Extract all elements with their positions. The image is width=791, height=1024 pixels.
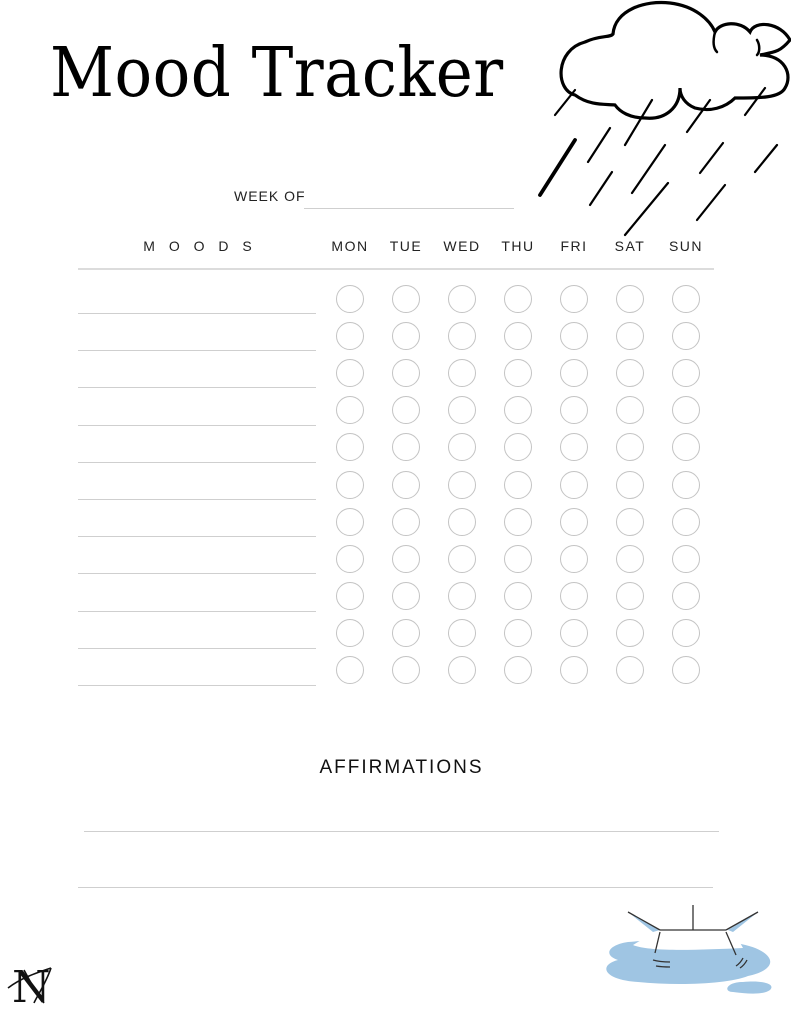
mood-checkbox-sat-row-6[interactable] bbox=[616, 471, 644, 499]
rain-cloud-icon bbox=[535, 0, 791, 240]
mood-checkbox-tue-row-10[interactable] bbox=[392, 619, 420, 647]
mood-checkbox-mon-row-10[interactable] bbox=[336, 619, 364, 647]
day-header-mon: MON bbox=[331, 238, 369, 254]
mood-checkbox-wed-row-1[interactable] bbox=[448, 285, 476, 313]
mood-checkbox-sat-row-10[interactable] bbox=[616, 619, 644, 647]
mood-checkbox-sat-row-4[interactable] bbox=[616, 396, 644, 424]
mood-checkbox-tue-row-6[interactable] bbox=[392, 471, 420, 499]
mood-checkbox-sat-row-11[interactable] bbox=[616, 656, 644, 684]
mood-checkbox-sun-row-7[interactable] bbox=[672, 508, 700, 536]
mood-checkbox-sat-row-9[interactable] bbox=[616, 582, 644, 610]
affirmation-line-1[interactable] bbox=[84, 831, 719, 832]
day-header-thu: THU bbox=[501, 238, 535, 254]
mood-checkbox-tue-row-4[interactable] bbox=[392, 396, 420, 424]
mood-entry-line-3[interactable] bbox=[78, 387, 316, 388]
mood-checkbox-mon-row-4[interactable] bbox=[336, 396, 364, 424]
mood-checkbox-sun-row-5[interactable] bbox=[672, 433, 700, 461]
mood-checkbox-tue-row-5[interactable] bbox=[392, 433, 420, 461]
mood-entry-line-7[interactable] bbox=[78, 536, 316, 537]
mood-checkbox-sun-row-11[interactable] bbox=[672, 656, 700, 684]
mood-checkbox-mon-row-2[interactable] bbox=[336, 322, 364, 350]
mood-checkbox-tue-row-2[interactable] bbox=[392, 322, 420, 350]
page-title: Mood Tracker bbox=[50, 34, 504, 113]
mood-checkbox-sun-row-10[interactable] bbox=[672, 619, 700, 647]
mood-entry-line-2[interactable] bbox=[78, 350, 316, 351]
mood-checkbox-tue-row-11[interactable] bbox=[392, 656, 420, 684]
monogram-logo-icon bbox=[6, 958, 66, 1008]
mood-checkbox-thu-row-8[interactable] bbox=[504, 545, 532, 573]
mood-checkbox-wed-row-11[interactable] bbox=[448, 656, 476, 684]
mood-entry-line-8[interactable] bbox=[78, 573, 316, 574]
mood-checkbox-wed-row-10[interactable] bbox=[448, 619, 476, 647]
mood-checkbox-mon-row-1[interactable] bbox=[336, 285, 364, 313]
affirmation-line-2[interactable] bbox=[78, 887, 713, 888]
week-of-label: WEEK OF bbox=[234, 188, 306, 204]
mood-checkbox-mon-row-3[interactable] bbox=[336, 359, 364, 387]
mood-checkbox-fri-row-8[interactable] bbox=[560, 545, 588, 573]
mood-checkbox-tue-row-1[interactable] bbox=[392, 285, 420, 313]
mood-checkbox-thu-row-6[interactable] bbox=[504, 471, 532, 499]
mood-checkbox-sat-row-8[interactable] bbox=[616, 545, 644, 573]
day-header-sat: SAT bbox=[614, 238, 646, 254]
affirmations-title: AFFIRMATIONS bbox=[319, 757, 484, 778]
mood-checkbox-thu-row-7[interactable] bbox=[504, 508, 532, 536]
mood-checkbox-thu-row-2[interactable] bbox=[504, 322, 532, 350]
mood-entry-line-10[interactable] bbox=[78, 648, 316, 649]
mood-checkbox-fri-row-3[interactable] bbox=[560, 359, 588, 387]
mood-checkbox-thu-row-5[interactable] bbox=[504, 433, 532, 461]
mood-checkbox-sat-row-3[interactable] bbox=[616, 359, 644, 387]
mood-checkbox-mon-row-5[interactable] bbox=[336, 433, 364, 461]
mood-checkbox-sun-row-6[interactable] bbox=[672, 471, 700, 499]
mood-checkbox-mon-row-7[interactable] bbox=[336, 508, 364, 536]
mood-entry-line-11[interactable] bbox=[78, 685, 316, 686]
week-of-input-line[interactable] bbox=[304, 208, 514, 209]
mood-checkbox-sun-row-4[interactable] bbox=[672, 396, 700, 424]
mood-checkbox-thu-row-3[interactable] bbox=[504, 359, 532, 387]
mood-checkbox-thu-row-4[interactable] bbox=[504, 396, 532, 424]
mood-checkbox-mon-row-8[interactable] bbox=[336, 545, 364, 573]
mood-checkbox-wed-row-2[interactable] bbox=[448, 322, 476, 350]
mood-checkbox-sun-row-8[interactable] bbox=[672, 545, 700, 573]
mood-checkbox-sun-row-3[interactable] bbox=[672, 359, 700, 387]
mood-checkbox-sat-row-7[interactable] bbox=[616, 508, 644, 536]
mood-entry-line-1[interactable] bbox=[78, 313, 316, 314]
mood-entry-line-6[interactable] bbox=[78, 499, 316, 500]
header-divider bbox=[78, 268, 714, 270]
mood-checkbox-wed-row-9[interactable] bbox=[448, 582, 476, 610]
mood-checkbox-wed-row-4[interactable] bbox=[448, 396, 476, 424]
mood-checkbox-wed-row-8[interactable] bbox=[448, 545, 476, 573]
mood-checkbox-thu-row-9[interactable] bbox=[504, 582, 532, 610]
day-header-fri: FRI bbox=[560, 238, 588, 254]
mood-checkbox-mon-row-11[interactable] bbox=[336, 656, 364, 684]
mood-checkbox-sat-row-2[interactable] bbox=[616, 322, 644, 350]
paper-boat-puddle-icon bbox=[598, 900, 788, 1000]
mood-checkbox-fri-row-5[interactable] bbox=[560, 433, 588, 461]
mood-checkbox-fri-row-9[interactable] bbox=[560, 582, 588, 610]
mood-checkbox-fri-row-4[interactable] bbox=[560, 396, 588, 424]
mood-checkbox-fri-row-11[interactable] bbox=[560, 656, 588, 684]
mood-checkbox-sun-row-1[interactable] bbox=[672, 285, 700, 313]
mood-checkbox-wed-row-7[interactable] bbox=[448, 508, 476, 536]
mood-checkbox-mon-row-9[interactable] bbox=[336, 582, 364, 610]
mood-checkbox-fri-row-6[interactable] bbox=[560, 471, 588, 499]
mood-entry-line-4[interactable] bbox=[78, 425, 316, 426]
day-header-wed: WED bbox=[443, 238, 481, 254]
mood-checkbox-sun-row-9[interactable] bbox=[672, 582, 700, 610]
day-header-sun: SUN bbox=[668, 238, 704, 254]
mood-checkbox-tue-row-9[interactable] bbox=[392, 582, 420, 610]
mood-checkbox-wed-row-3[interactable] bbox=[448, 359, 476, 387]
mood-checkbox-fri-row-2[interactable] bbox=[560, 322, 588, 350]
moods-column-header: M O O D S bbox=[143, 238, 257, 254]
mood-checkbox-thu-row-10[interactable] bbox=[504, 619, 532, 647]
mood-checkbox-mon-row-6[interactable] bbox=[336, 471, 364, 499]
mood-checkbox-thu-row-1[interactable] bbox=[504, 285, 532, 313]
mood-entry-line-9[interactable] bbox=[78, 611, 316, 612]
mood-checkbox-sun-row-2[interactable] bbox=[672, 322, 700, 350]
day-header-tue: TUE bbox=[389, 238, 423, 254]
mood-checkbox-tue-row-8[interactable] bbox=[392, 545, 420, 573]
mood-checkbox-fri-row-7[interactable] bbox=[560, 508, 588, 536]
mood-checkbox-wed-row-5[interactable] bbox=[448, 433, 476, 461]
mood-checkbox-tue-row-7[interactable] bbox=[392, 508, 420, 536]
mood-entry-line-5[interactable] bbox=[78, 462, 316, 463]
mood-checkbox-tue-row-3[interactable] bbox=[392, 359, 420, 387]
mood-checkbox-fri-row-10[interactable] bbox=[560, 619, 588, 647]
svg-text:N: N bbox=[12, 962, 51, 1008]
mood-checkbox-sat-row-1[interactable] bbox=[616, 285, 644, 313]
mood-checkbox-wed-row-6[interactable] bbox=[448, 471, 476, 499]
mood-checkbox-sat-row-5[interactable] bbox=[616, 433, 644, 461]
mood-checkbox-thu-row-11[interactable] bbox=[504, 656, 532, 684]
mood-checkbox-fri-row-1[interactable] bbox=[560, 285, 588, 313]
